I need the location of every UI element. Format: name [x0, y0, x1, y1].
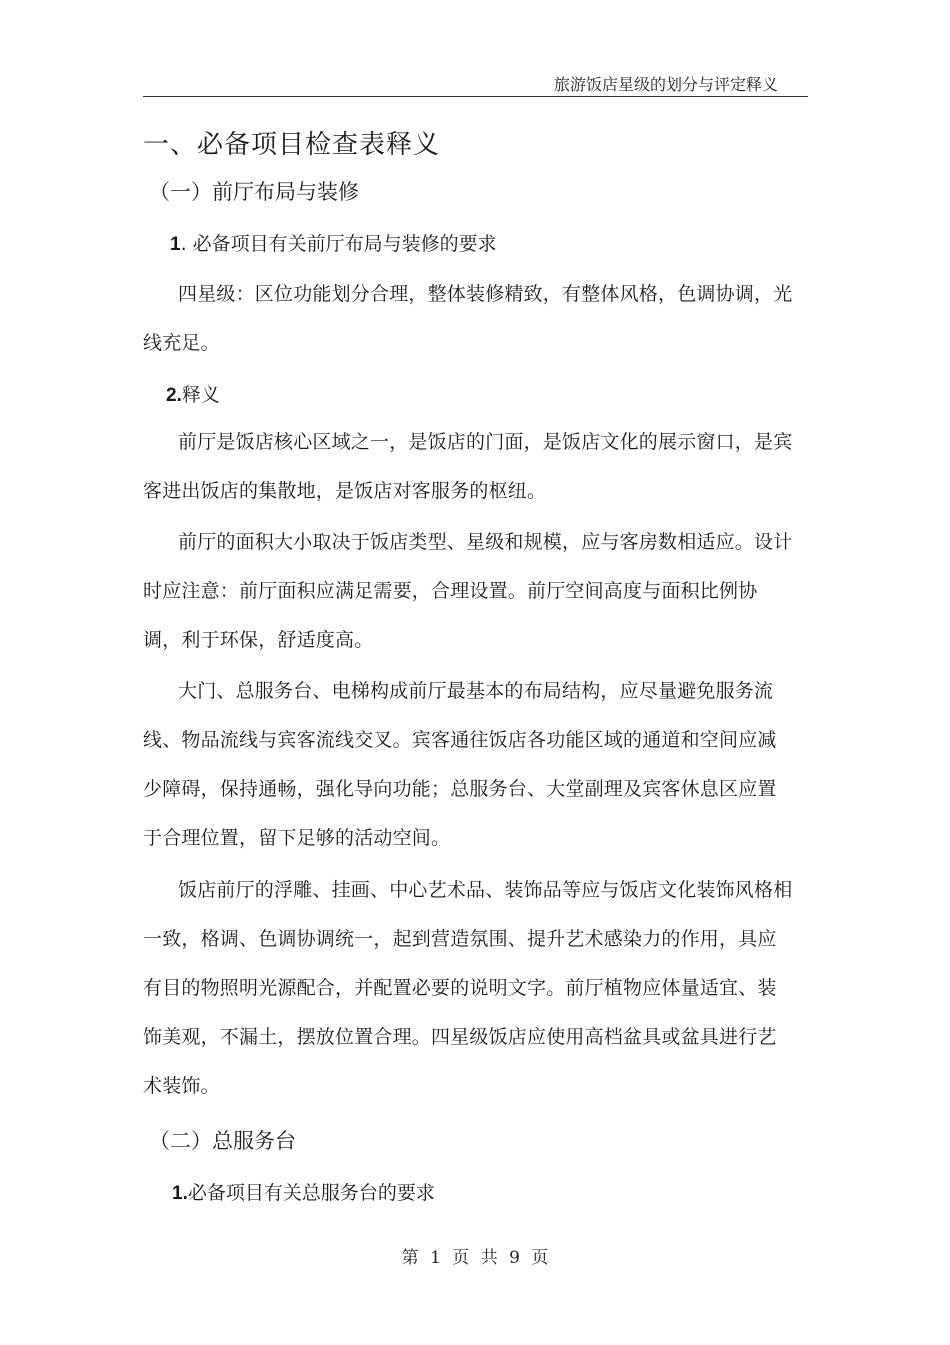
item-title: 释义: [181, 384, 220, 406]
section-title: 一、必备项目检查表释义: [143, 130, 441, 160]
body-paragraph-4: 饭店前厅的浮雕、挂画、中心艺术品、装饰品等应与饭店文化装饰风格相一致，格调、色调协调统一，起到营造氛围、提升艺术感染力的作用，具应有目的物照明光源配合，并配置必要的说明文字。前厅植物应体量适宜、装饰美观，不漏土，摆放位置合理。四星级饭店应使用高档盆具或盆具进行艺术装饰。: [143, 879, 793, 1097]
subsection-heading-1: （一）前厅布局与装修: [149, 180, 359, 204]
running-header-title: 旅游饭店星级的划分与评定释义: [553, 75, 778, 94]
page-footer: 第 1 页 共 9 页: [401, 1248, 549, 1268]
requirement-paragraph: 四星级：区位功能划分合理，整体装修精致，有整体风格，色调协调，光线充足。: [143, 283, 793, 354]
subsection-heading-2: （二）总服务台: [149, 1129, 296, 1153]
body-paragraph-1: 前厅是饭店核心区域之一，是饭店的门面，是饭店文化的展示窗口，是宾客进出饭店的集散地，是饭店对客服务的枢纽。: [143, 431, 793, 502]
item-heading-2-1: [172, 1178, 435, 1205]
item-number: 1.: [172, 1183, 188, 1204]
header-divider: [143, 96, 808, 97]
item-number: 2.: [166, 385, 182, 406]
body-paragraph-3: 大门、总服务台、电梯构成前厅最基本的布局结构，应尽量避免服务流线、物品流线与宾客流线交叉。宾客通往饭店各功能区域的通道和空间应减少障碍，保持通畅，强化导向功能；总服务台、大堂副理及宾客休息区应置于合理位置，留下足够的活动空间。: [143, 680, 777, 849]
item-heading-1-1: [170, 229, 497, 256]
item-number: 1: [170, 234, 181, 255]
item-heading-1-2: [166, 380, 220, 407]
item-title: . 必备项目有关前厅布局与装修的要求: [180, 233, 497, 255]
item-title: 必备项目有关总服务台的要求: [187, 1182, 435, 1204]
body-paragraph-2: 前厅的面积大小取决于饭店类型、星级和规模，应与客房数相适应。设计时应注意：前厅面积应满足需要，合理设置。前厅空间高度与面积比例协调，利于环保，舒适度高。: [143, 531, 793, 651]
